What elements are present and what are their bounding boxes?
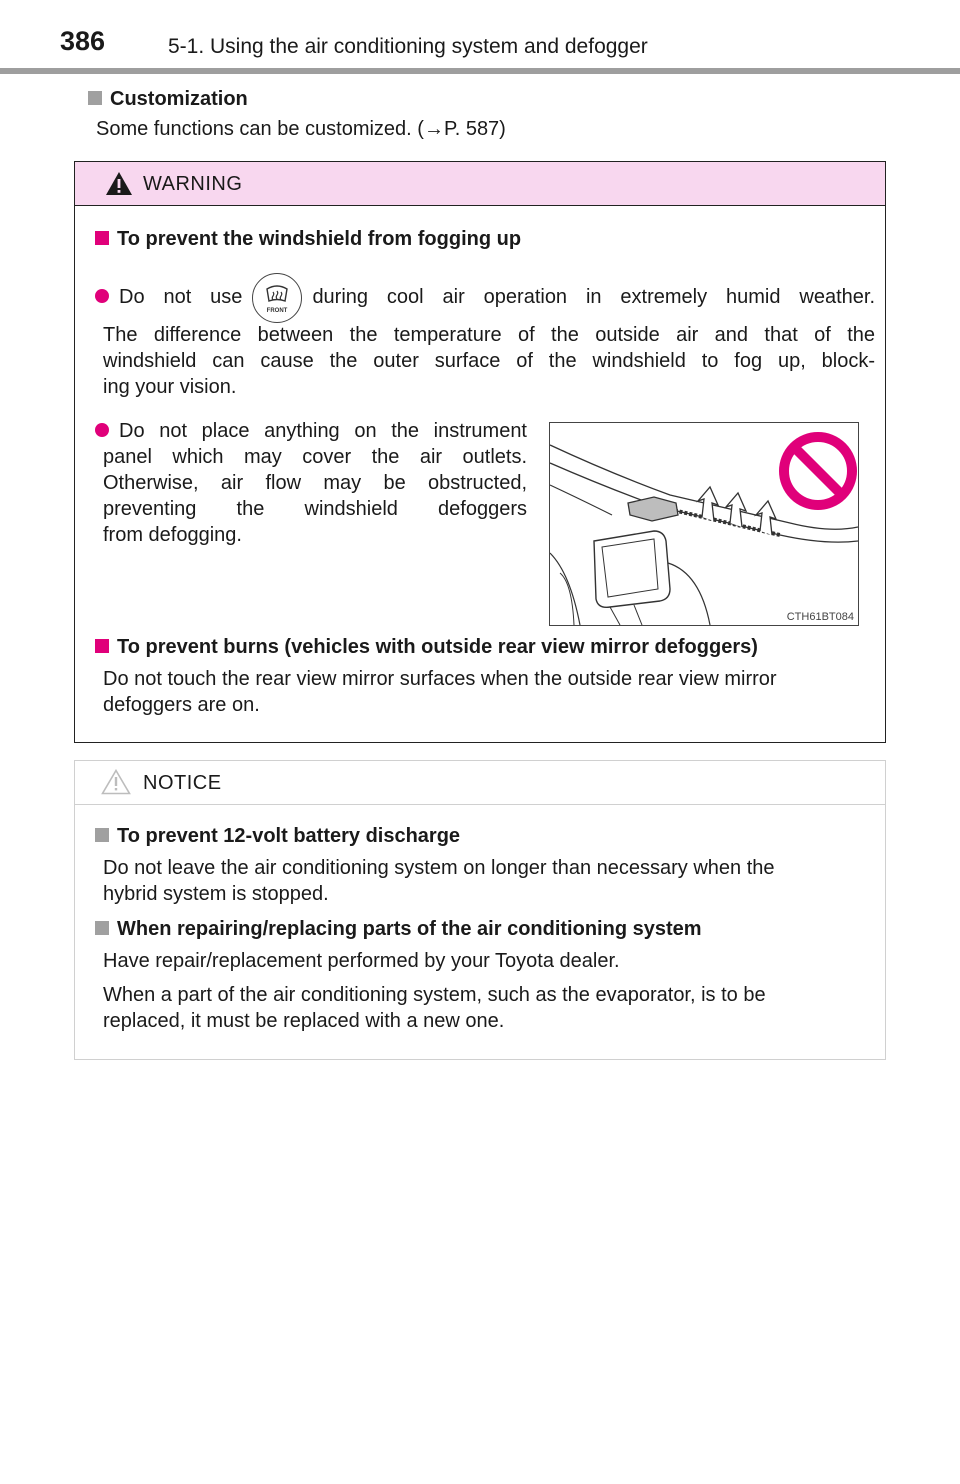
square-bullet-icon: [95, 231, 109, 245]
warning-box: [74, 161, 886, 743]
burns-line1: Do not touch the rear view mirror surfaces when the outside rear view mirror: [103, 668, 777, 690]
customization-heading: Customization: [88, 88, 888, 111]
square-bullet-icon: [88, 91, 102, 105]
section-title: 5-1. Using the air conditioning system and defogger: [168, 35, 648, 58]
repair-line1: Have repair/replacement performed by your Toyota dealer.: [103, 950, 620, 972]
warning-triangle-icon: [105, 171, 133, 196]
battery-line1: Do not leave the air conditioning system on longer than necessary when the: [103, 857, 775, 879]
fog-heading: To prevent the windshield from fogging up: [95, 228, 521, 251]
notice-label: NOTICE: [143, 772, 222, 794]
dashboard-illustration: [549, 422, 859, 626]
fog-bullet-2: Do not place anything on the instrument: [95, 418, 527, 444]
figure-code: CTH61BT084: [786, 611, 854, 623]
square-bullet-icon: [95, 828, 109, 842]
fog-bullet-2-line3: Otherwise, air flow may be obstructed,: [103, 472, 527, 494]
round-bullet-icon: [95, 423, 109, 437]
burns-line2: defoggers are on.: [103, 694, 260, 716]
repair-heading: When repairing/replacing parts of the air conditioning system: [95, 918, 702, 941]
repair-line2: When a part of the air conditioning system, such as the evaporator, is to be: [103, 984, 766, 1006]
square-bullet-icon: [95, 639, 109, 653]
fog-bullet-2-line2: panel which may cover the air outlets.: [103, 446, 527, 468]
warning-label: WARNING: [143, 173, 243, 195]
header-divider: [0, 68, 960, 74]
warning-header: [75, 162, 885, 206]
front-defogger-icon: [252, 273, 302, 323]
round-bullet-icon: [95, 289, 109, 303]
burns-heading: To prevent burns (vehicles with outside rear view mirror defoggers): [95, 636, 758, 659]
battery-line2: hybrid system is stopped.: [103, 883, 329, 905]
fog-bullet-2-line4: preventing the windshield defoggers: [103, 498, 527, 520]
fog-bullet-2-line5: from defogging.: [103, 524, 242, 546]
fog-bullet-1: Do not use FRONT during cool air operation in extremely humid weather.: [95, 271, 875, 323]
fog-bullet-1-line4: ing your vision.: [103, 376, 237, 398]
page-number: 386: [60, 26, 106, 56]
notice-triangle-icon: [101, 769, 131, 795]
notice-header: [75, 761, 885, 805]
fog-bullet-1-line3: windshield can cause the outer surface of the windshield to fog up, block-: [103, 350, 875, 372]
customization-section: [88, 88, 888, 142]
defogger-front-label: FRONT: [266, 308, 288, 315]
fog-bullet-1-line2: The difference between the temperature of the outside air and that of the: [103, 324, 875, 346]
customization-text[interactable]: Some functions can be customized. (→P. 587): [96, 118, 506, 140]
battery-heading: To prevent 12-volt battery discharge: [95, 825, 460, 848]
dashboard-drawing: [550, 423, 858, 625]
square-bullet-icon: [95, 921, 109, 935]
page-header: [0, 0, 960, 78]
repair-line3: replaced, it must be replaced with a new one.: [103, 1010, 505, 1032]
notice-box: [74, 760, 886, 1060]
